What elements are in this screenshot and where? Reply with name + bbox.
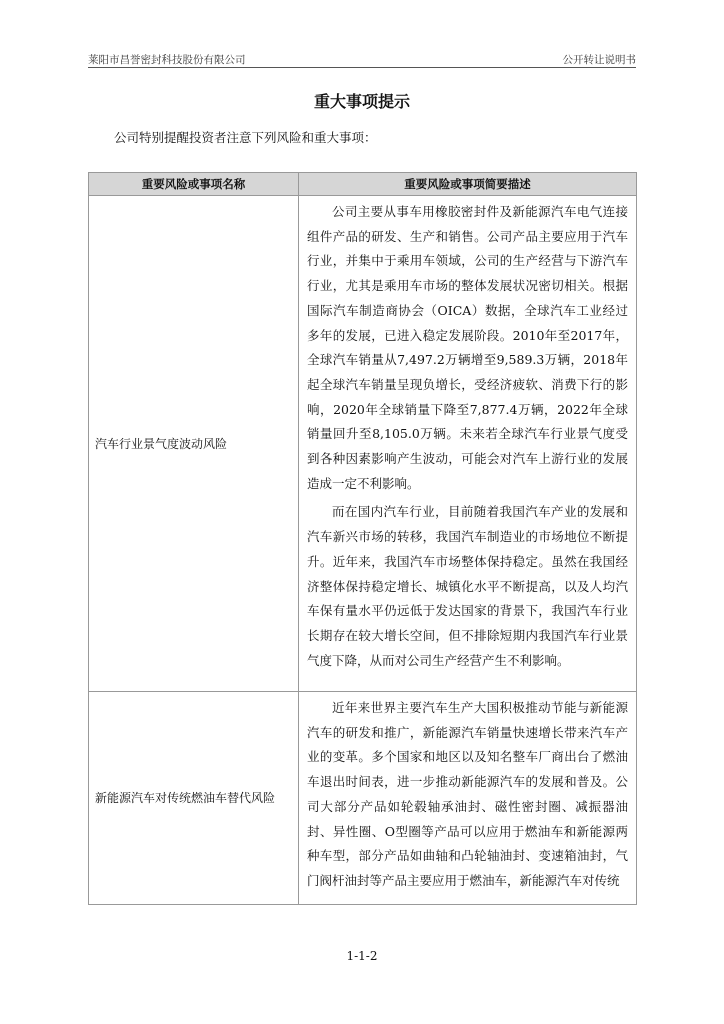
table-header-row [89, 173, 637, 196]
column-header-description: 重要风险或事项简要描述 [299, 173, 637, 196]
risk-table [88, 172, 637, 905]
table-row [89, 692, 637, 905]
risk-description [299, 196, 637, 692]
description-paragraph: 而在国内汽车行业，目前随着我国汽车产业的发展和汽车新兴市场的转移，我国汽车制造业的市场地位不断提升。近年来，我国汽车市场整体保持稳定。虽然在我国经济整体保持稳定增长、城镇化水平不断提高，以及人均汽车保有量水平仍远低于发达国家的背景下，我国汽车行业长期存在较大增长空间，但不排除短期内我国汽车行业景气度下降，从而对公司生产经营产生不利影响。 [307, 504, 628, 668]
risk-name: 汽车行业景气度波动风险 [89, 196, 299, 692]
column-header-name: 重要风险或事项名称 [89, 173, 299, 196]
header-divider [88, 67, 636, 68]
document-type: 公开转让说明书 [562, 54, 636, 66]
page-title: 重大事项提示 [313, 92, 410, 111]
table-row [89, 196, 637, 692]
description-paragraph: 近年来世界主要汽车生产大国积极推动节能与新能源汽车的研发和推广，新能源汽车销量快速增长带来汽车产业的变革。多个国家和地区以及知名整车厂商出台了燃油车退出时间表，进一步推动新能源汽车的发展和普及。公司大部分产品如轮毂轴承油封、磁性密封圈、减振器油封、异性圈、O型圈等产品可以应用于燃油车和新能源两种车型，部分产品如曲轴和凸轮轴油封、变速箱油封，气门阀杆油封等产品主要应用于燃油车，新能源汽车对传统 [307, 700, 628, 888]
description-paragraph: 公司主要从事车用橡胶密封件及新能源汽车电气连接组件产品的研发、生产和销售。公司产品主要应用于汽车行业，并集中于乘用车领域，公司的生产经营与下游汽车行业，尤其是乘用车市场的整体发展状况密切相关。根据国际汽车制造商协会（OICA）数据，全球汽车工业经过多年的发展，已进入稳定发展阶段。2010年至2017年，全球汽车销量从7,497.2万辆增至9,589.3万辆，2018年起全球汽车销量呈现负增长，受经济疲软、消费下行的影响，2020年全球销量下降至7,877.4万辆，2022年全球销量回升至8,105.0万辆。未来若全球汽车行业景气度受到各种因素影响产生波动，可能会对汽车上游行业的发展造成一定不利影响。 [307, 204, 628, 491]
page-header [88, 50, 636, 66]
risk-name: 新能源汽车对传统燃油车替代风险 [89, 692, 299, 905]
risk-description [299, 692, 637, 905]
company-name: 莱阳市昌誉密封科技股份有限公司 [88, 54, 246, 66]
intro-text: 公司特别提醒投资者注意下列风险和重大事项： [114, 130, 377, 145]
page-number: 1-1-2 [346, 949, 378, 963]
